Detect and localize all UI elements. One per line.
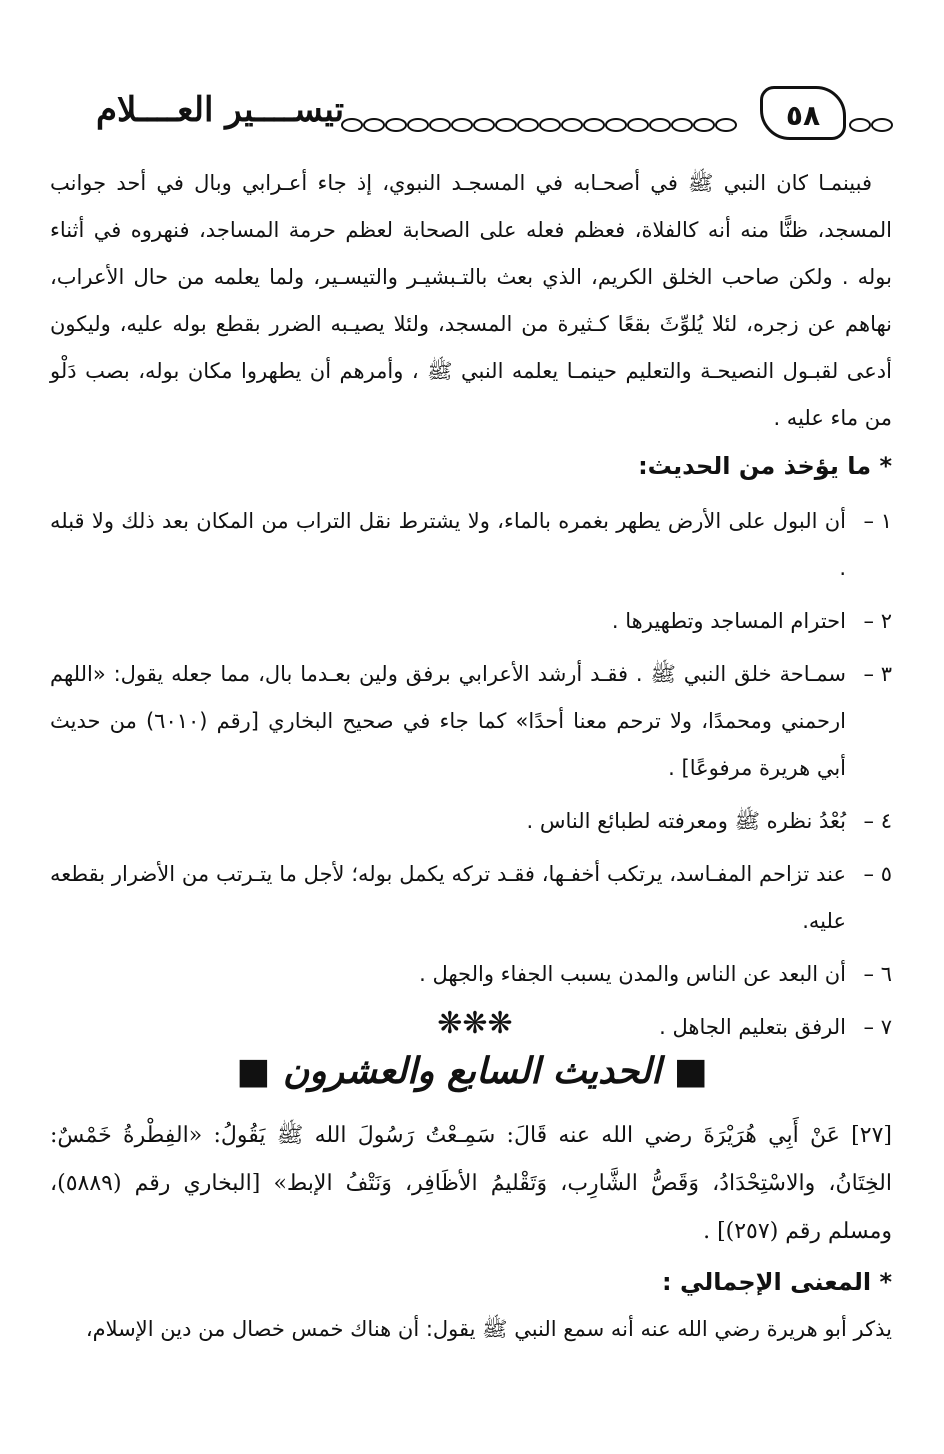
lesson-text: بُعْدُ نظره ﷺ ومعرفته لطبائع الناس .	[526, 809, 846, 833]
lesson-number: ٧ –	[863, 1015, 892, 1039]
intro-paragraph: فبينمـا كان النبي ﷺ في أصحـابه في المسجـد النبوي، إذ جاء أعـرابي وبال في أحد جوانب المسجد، ظنًّا منه أنه كالفلاة، فعظم فعله على الصحابة لعظم حرمة المساجد، فنهروه في أثناء بوله . ولكن صاحب الخلق الكريم، الذي بعث بالتـبشيـر والتيسـير، ولما يعلمه من حال الأعراب، نهاهم عن زجره، لئلا يُلوِّثَ بقعًا كـثيرة من المسجد، ولئلا يصيـبه الضرر بقطع بوله عليه، وليكون أدعى لقبـول النصيحـة والتعليم حينمـا يعلمه النبي ﷺ ، وأمرهم أن يطهروا مكان بوله، بصب دَلْو من ماء عليه .	[50, 171, 892, 430]
page-number: ٥٨	[760, 86, 846, 140]
lesson-number: ٥ –	[863, 862, 892, 886]
lesson-number: ١ –	[863, 509, 892, 533]
lessons-heading: * ما يؤخذ من الحديث:	[638, 452, 892, 480]
separator-ornament: ❋❋❋	[437, 1006, 513, 1041]
hadith-text: [٢٧] عَنْ أَبِي هُرَيْرَةَ رضي الله عنه قَالَ: سَمِـعْتُ رَسُولَ الله ﷺ يَقُولُ: «الفِطْرةُ خَمْسٌ: الخِتَانُ، والاسْتِحْدَادُ، وَقَصُّ الشَّارِب، وَتَقْليمُ الأظَافِر، وَنَتْفُ الإبط» [البخاري رقم (٥٨٨٩)، ومسلم رقم (٢٥٧)] .	[50, 1123, 892, 1244]
lesson-number: ٦ –	[863, 962, 892, 986]
meaning-heading: * المعنى الإجمالي :	[662, 1268, 892, 1296]
lesson-text: سمـاحة خلق النبي ﷺ . فقـد أرشد الأعرابي برفق ولين بعـدما بال، مما جعله يقول: «اللهم ارحمني ومحمدًا، ولا ترحم معنا أحدًا» كما جاء في صحيح البخاري [رقم (٦٠١٠) من حديث أبي هريرة مرفوعًا] .	[50, 662, 846, 780]
lessons-list	[50, 498, 892, 1057]
chain-ornament-icon	[340, 116, 740, 134]
lesson-number: ٢ –	[863, 609, 892, 633]
lesson-number: ٤ –	[863, 809, 892, 833]
list-item	[50, 598, 892, 645]
book-title: تيســــير العــــلام	[96, 90, 345, 130]
meaning-paragraph: يذكر أبو هريرة رضي الله عنه أنه سمع النبي ﷺ يقول: أن هناك خمس خصال من دين الإسلام،	[85, 1317, 892, 1341]
list-item	[50, 798, 892, 845]
lesson-text: احترام المساجد وتطهيرها .	[611, 609, 846, 633]
lesson-number: ٣ –	[863, 662, 892, 686]
chain-ornament-small-icon	[848, 116, 904, 134]
lesson-text: أن البعد عن الناس والمدن يسبب الجفاء والجهل .	[419, 962, 846, 986]
lesson-text: عند تزاحم المفـاسد، يرتكب أخفـها، فقـد تركه يكمل بوله؛ لأجل ما يتـرتب من الأضرار بقطعه عليه.	[50, 862, 846, 933]
hadith-title: ■ الحديث السابع والعشرون ■	[236, 1050, 708, 1092]
list-item	[50, 651, 892, 792]
list-item	[50, 498, 892, 592]
list-item	[50, 951, 892, 998]
list-item	[50, 851, 892, 945]
lesson-text: أن البول على الأرض يطهر بغمره بالماء، ولا يشترط نقل التراب من المكان بعد ذلك ولا قبله .	[50, 509, 846, 580]
lesson-text: الرفق بتعليم الجاهل .	[659, 1015, 846, 1039]
